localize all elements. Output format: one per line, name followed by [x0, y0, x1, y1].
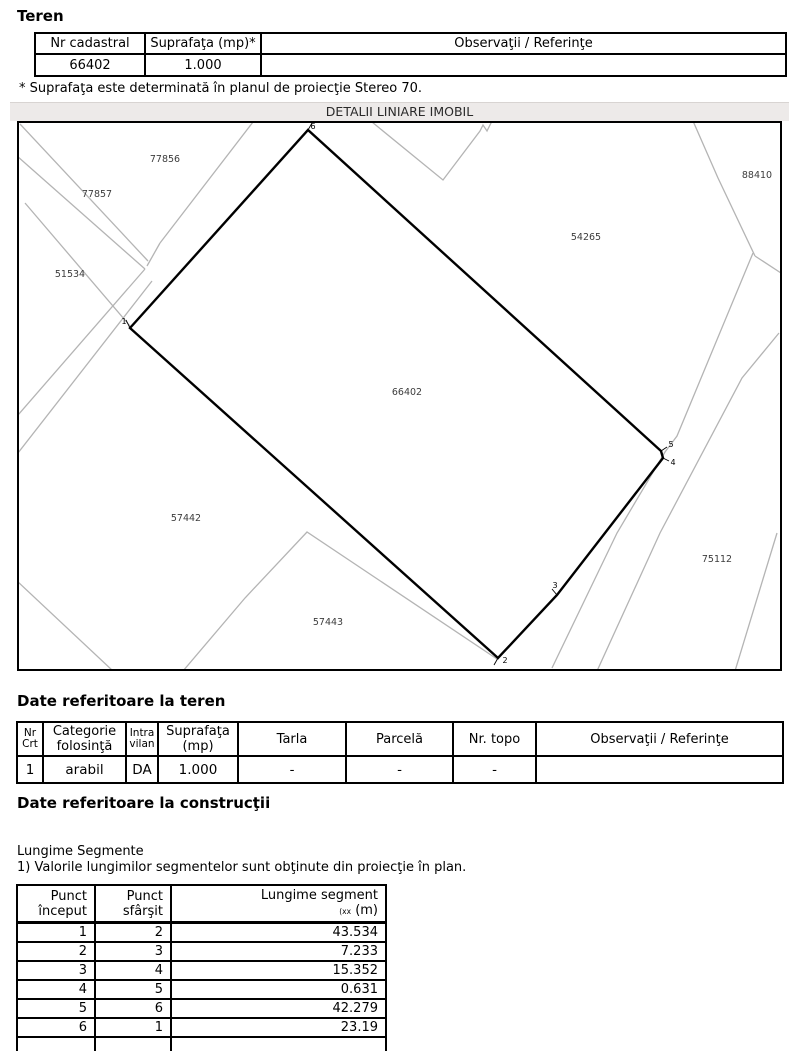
cell-punct-inceput: 1 [17, 923, 95, 943]
cell-parcela: - [346, 756, 453, 783]
segments-table [16, 884, 387, 1051]
parcel-label-51534: 51534 [54, 269, 86, 280]
boundary-line [25, 203, 130, 326]
parcel-label-77856: 77856 [149, 154, 181, 165]
teren-table-data-row [35, 54, 786, 76]
parcel-label-75112: 75112 [701, 554, 733, 565]
col-header-suprafata-mp: Suprafaţa (mp) [158, 722, 238, 756]
segment-row [17, 1018, 386, 1037]
col-header-tarla: Tarla [238, 722, 346, 756]
cell-nr-cadastral: 66402 [35, 54, 145, 76]
cell-suprafata: 1.000 [145, 54, 261, 76]
cell-lungime: 7.233 [171, 942, 386, 961]
segments-footnote: 1) Valorile lungimilor segmentelor sunt obţinute din proiecţie în plan. [17, 860, 467, 875]
parcel-label-57443: 57443 [312, 617, 344, 628]
vertex-label-3: 3 [552, 581, 558, 590]
map-title: DETALII LINIARE IMOBIL [325, 104, 474, 119]
cell-lungime: 0.631 [171, 980, 386, 999]
map-title-bar [10, 102, 789, 121]
cell-punct-sfarsit: 1 [95, 1018, 171, 1037]
col-header-punct-sfarsit: Punct sfârşit [95, 885, 171, 923]
boundary-line [183, 532, 497, 669]
cell-punct-inceput: 4 [17, 980, 95, 999]
parcel-label-77857: 77857 [81, 189, 113, 200]
map-drawing [19, 123, 780, 669]
cell-punct-inceput: 6 [17, 1018, 95, 1037]
segments-header-row [17, 885, 386, 923]
boundary-line [19, 269, 145, 415]
cell-punct-inceput: 2 [17, 942, 95, 961]
cell-punct-sfarsit: 2 [95, 923, 171, 943]
segment-row [17, 999, 386, 1018]
cell-suprafata-mp: 1.000 [158, 756, 238, 783]
vertex-label-4: 4 [670, 458, 676, 467]
boundary-line [597, 333, 779, 669]
segment-row [17, 923, 386, 943]
boundary-line [693, 123, 755, 256]
cell-lungime: 43.534 [171, 923, 386, 943]
teren-details-data-row [17, 756, 783, 783]
teren-table [34, 32, 787, 77]
col-header-categorie-folosinta: Categorie folosinţă [43, 722, 126, 756]
boundary-line [552, 253, 753, 668]
cell-observatii-referinte [536, 756, 783, 783]
boundary-line [19, 156, 145, 269]
col-header-nr-cadastral: Nr cadastral [35, 33, 145, 54]
col-header-lungime-segment: Lungime segment (xx (m) [171, 885, 386, 923]
boundary-line [19, 581, 113, 669]
section-heading-constructii: Date referitoare la construcţii [17, 794, 271, 812]
col-header-nr-topo: Nr. topo [453, 722, 536, 756]
col-header-nr-crt: Nr Crt [17, 722, 43, 756]
section-heading-teren-details: Date referitoare la teren [17, 692, 226, 710]
cell-punct-sfarsit: 3 [95, 942, 171, 961]
vertex-label-2: 2 [502, 656, 508, 665]
page-title: Teren [17, 7, 64, 25]
segment-row [17, 980, 386, 999]
stereo70-footnote: * Suprafaţa este determinată în planul de proiecţie Stereo 70. [19, 81, 423, 96]
vertex-tick [663, 458, 669, 461]
cadastral-map [17, 121, 782, 671]
cell-intravilan: DA [126, 756, 158, 783]
vertex-tick [126, 320, 130, 328]
col-header-parcela: Parcelă [346, 722, 453, 756]
vertex-label-5: 5 [668, 440, 674, 449]
boundary-line [147, 243, 160, 266]
col-header-intravilan: Intra vilan [126, 722, 158, 756]
cell-lungime: 23.19 [171, 1018, 386, 1037]
vertex-label-6: 6 [310, 123, 316, 131]
boundary-line [372, 123, 492, 180]
teren-details-header-row [17, 722, 783, 756]
cell-punct-sfarsit: 4 [95, 961, 171, 980]
col-header-suprafata: Suprafaţa (mp)* [145, 33, 261, 54]
segment-row [17, 942, 386, 961]
col-header-observatii: Observaţii / Referinţe [261, 33, 786, 54]
cell-punct-inceput: 5 [17, 999, 95, 1018]
parcel-label-88410: 88410 [741, 170, 773, 181]
cell-punct-inceput: 3 [17, 961, 95, 980]
teren-details-table [16, 721, 784, 784]
vertex-label-1: 1 [121, 317, 127, 326]
parcel-label-66402: 66402 [391, 387, 423, 398]
cell-nr-crt: 1 [17, 756, 43, 783]
boundary-line [735, 533, 777, 669]
segment-row [17, 961, 386, 980]
boundary-line [160, 123, 253, 243]
boundary-line [19, 281, 152, 453]
cell-tarla: - [238, 756, 346, 783]
segments-heading: Lungime Segmente [17, 844, 144, 859]
parcel-label-57442: 57442 [170, 513, 202, 524]
footnote-marker: (xx [339, 907, 352, 916]
boundary-line [755, 256, 780, 273]
col-header-observatii-referinte: Observaţii / Referinţe [536, 722, 783, 756]
segment-row-cutoff [17, 1037, 386, 1051]
teren-table-header-row [35, 33, 786, 54]
cell-categorie: arabil [43, 756, 126, 783]
cell-observatii [261, 54, 786, 76]
parcel-label-54265: 54265 [570, 232, 602, 243]
cell-nr-topo: - [453, 756, 536, 783]
cell-lungime: 15.352 [171, 961, 386, 980]
cell-punct-sfarsit: 6 [95, 999, 171, 1018]
cell-punct-sfarsit: 5 [95, 980, 171, 999]
col-header-punct-inceput: Punct început [17, 885, 95, 923]
cell-lungime: 42.279 [171, 999, 386, 1018]
